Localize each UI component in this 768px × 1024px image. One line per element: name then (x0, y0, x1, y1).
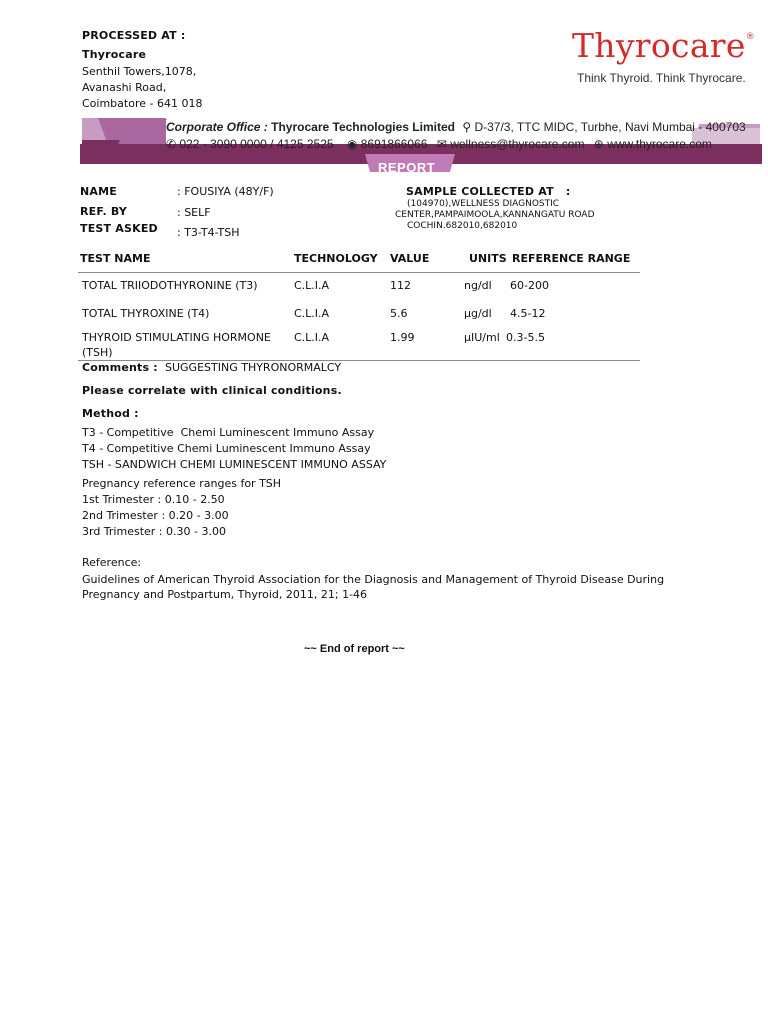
test-name-cell-continued: (TSH) (82, 346, 113, 359)
logo-text: Thyrocare (572, 26, 746, 65)
col-reference-range: REFERENCE RANGE (512, 252, 631, 265)
test-asked-label: TEST ASKED (80, 222, 158, 235)
lab-address-line: Senthil Towers,1078, (82, 65, 197, 78)
corporate-name: Thyrocare Technologies Limited (271, 120, 455, 134)
method-label: Method : (82, 407, 139, 420)
trimester-range: 1st Trimester : 0.10 - 2.50 (82, 493, 225, 506)
sample-collected-label: SAMPLE COLLECTED AT : (406, 185, 571, 198)
units-cell: ng/dl (464, 279, 492, 292)
reference-label: Reference: (82, 556, 142, 569)
range-cell: 4.5-12 (510, 307, 546, 320)
email-icon: ✉ (436, 137, 447, 151)
whatsapp-icon: ◉ (346, 137, 358, 151)
report-label: REPORT (378, 160, 436, 175)
method-line: TSH - SANDWICH CHEMI LUMINESCENT IMMUNO ASSAY (82, 458, 387, 471)
ref-by-value: : SELF (177, 206, 211, 219)
reference-text: Pregnancy and Postpartum, Thyroid, 2011, 21; 1-46 (82, 588, 368, 601)
range-cell: 60-200 (510, 279, 549, 292)
units-cell: µIU/ml (464, 331, 500, 344)
correlate-note: Please correlate with clinical conditions. (82, 384, 342, 397)
phone-icon: ✆ (166, 137, 177, 151)
technology-cell: C.L.I.A (294, 279, 330, 292)
pregnancy-title: Pregnancy reference ranges for TSH (82, 477, 282, 490)
phone-numbers: 022 - 3090 0000 / 4125 2525 (179, 137, 334, 151)
col-technology: TECHNOLOGY (294, 252, 378, 265)
test-asked-value: : T3-T4-TSH (177, 226, 240, 239)
lab-address-line: Coimbatore - 641 018 (82, 97, 203, 110)
test-name-cell: THYROID STIMULATING HORMONE (82, 331, 271, 344)
comments-value: SUGGESTING THYRONORMALCY (165, 361, 342, 374)
corporate-address: D-37/3, TTC MIDC, Turbhe, Navi Mumbai - 400703 (474, 120, 746, 134)
col-test-name: TEST NAME (80, 252, 151, 265)
units-cell: µg/dl (464, 307, 492, 320)
brand-tagline: Think Thyroid. Think Thyrocare. (577, 71, 746, 85)
sample-address-line: COCHIN.682010,682010 (407, 221, 518, 231)
col-value: VALUE (390, 252, 430, 265)
test-name-cell: TOTAL TRIIODOTHYRONINE (T3) (82, 279, 258, 292)
corporate-office-line (166, 120, 746, 134)
sample-address-line: CENTER,PAMPAIMOOLA,KANNANGATU ROAD (395, 210, 595, 220)
ref-by-label: REF. BY (80, 205, 128, 218)
processed-at-title: PROCESSED AT : (82, 29, 186, 42)
whatsapp-number: 8691866066 (360, 137, 428, 151)
test-name-cell: TOTAL THYROXINE (T4) (82, 307, 210, 320)
lab-name: Thyrocare (82, 48, 147, 61)
method-line: T3 - Competitive Chemi Luminescent Immuno Assay (82, 426, 375, 439)
registered-mark: ® (745, 32, 756, 42)
trimester-range: 3rd Trimester : 0.30 - 3.00 (82, 525, 226, 538)
name-label: NAME (80, 185, 117, 198)
range-cell: 0.3-5.5 (506, 331, 545, 344)
technology-cell: C.L.I.A (294, 331, 330, 344)
contact-line (166, 137, 712, 151)
website-link[interactable]: www.thyrocare.com (607, 137, 712, 151)
thyrocare-logo (572, 26, 755, 65)
value-cell: 112 (390, 279, 411, 292)
lab-address-line: Avanashi Road, (82, 81, 167, 94)
value-cell: 5.6 (390, 307, 408, 320)
comments-label: Comments : (82, 361, 158, 374)
sample-address-line: (104970),WELLNESS DIAGNOSTIC (407, 199, 560, 209)
table-header-divider (78, 272, 640, 273)
value-cell: 1.99 (390, 331, 415, 344)
end-of-report: ~~ End of report ~~ (304, 643, 405, 655)
email-link[interactable]: wellness@thyrocare.com (450, 137, 585, 151)
corporate-label: Corporate Office : (166, 120, 268, 134)
col-units: UNITS (469, 252, 507, 265)
globe-icon: ⊕ (593, 137, 604, 151)
technology-cell: C.L.I.A (294, 307, 330, 320)
location-pin-icon: ⚲ (462, 120, 472, 134)
name-value: : FOUSIYA (48Y/F) (177, 185, 274, 198)
trimester-range: 2nd Trimester : 0.20 - 3.00 (82, 509, 229, 522)
reference-text: Guidelines of American Thyroid Association for the Diagnosis and Management of Thyroid Disease During (82, 573, 665, 586)
table-bottom-divider (78, 360, 640, 361)
method-line: T4 - Competitive Chemi Luminescent Immuno Assay (82, 442, 371, 455)
